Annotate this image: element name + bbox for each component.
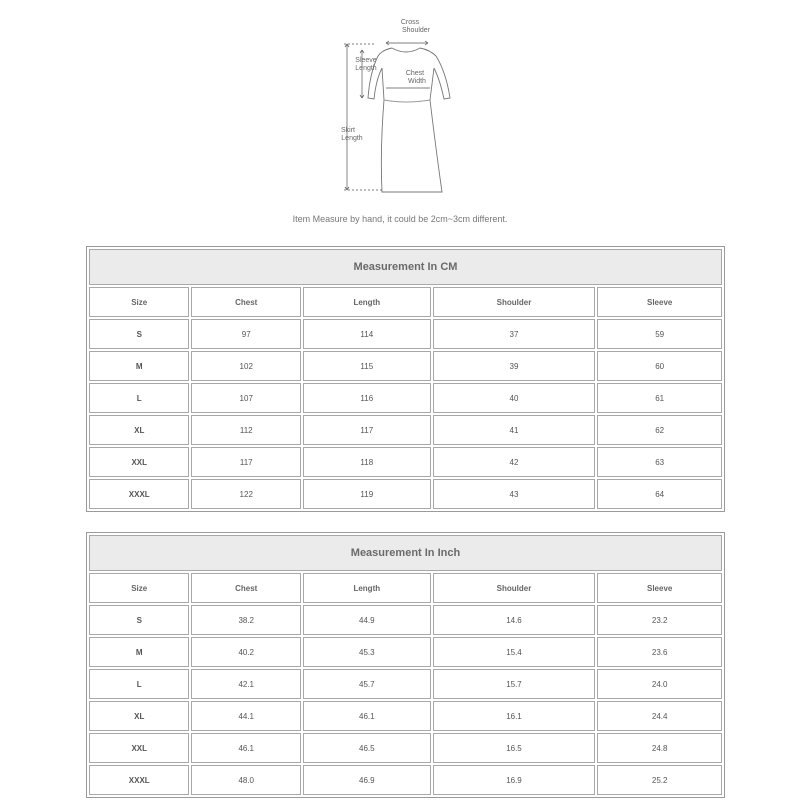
table-cell-size: XXXL [89, 765, 189, 795]
table-cell-sleeve: 62 [597, 415, 722, 445]
table-header-row [89, 287, 722, 317]
table-cell-chest: 122 [191, 479, 301, 509]
table-cell-size: L [89, 669, 189, 699]
table-row [89, 479, 722, 509]
table-cell-chest: 38.2 [191, 605, 301, 635]
table-cell-length: 116 [303, 383, 431, 413]
table-cell-chest: 40.2 [191, 637, 301, 667]
table-cell-chest: 46.1 [191, 733, 301, 763]
table-cell-sleeve: 24.8 [597, 733, 722, 763]
table-row [89, 765, 722, 795]
table-header-row [89, 573, 722, 603]
table-cell-length: 45.7 [303, 669, 431, 699]
table-row [89, 447, 722, 477]
chest-width-label-2: Width [408, 78, 426, 85]
table-cell-sleeve: 60 [597, 351, 722, 381]
dress-measurement-diagram [320, 10, 490, 200]
table-cell-size: XXL [89, 447, 189, 477]
size-table-inch [86, 532, 725, 798]
table-cell-shoulder: 43 [433, 479, 596, 509]
table-row [89, 383, 722, 413]
table-cell-size: S [89, 605, 189, 635]
table-row [89, 605, 722, 635]
table-cell-shoulder: 14.6 [433, 605, 596, 635]
table-cell-size: XL [89, 701, 189, 731]
measurement-note: Item Measure by hand, it could be 2cm~3cm different. [292, 214, 508, 224]
column-header-sleeve: Sleeve [597, 287, 722, 317]
table-cell-size: S [89, 319, 189, 349]
column-header-length: Length [303, 287, 431, 317]
table-cell-sleeve: 64 [597, 479, 722, 509]
cross-shoulder-label-1: Cross [400, 19, 420, 26]
table-cell-chest: 117 [191, 447, 301, 477]
table-cell-sleeve: 23.6 [597, 637, 722, 667]
sleeve-length-label-2: Length [355, 65, 377, 72]
column-header-length: Length [303, 573, 431, 603]
column-header-chest: Chest [191, 287, 301, 317]
table-cell-length: 115 [303, 351, 431, 381]
table-cell-chest: 48.0 [191, 765, 301, 795]
table-cell-shoulder: 15.7 [433, 669, 596, 699]
table-cell-length: 114 [303, 319, 431, 349]
column-header-chest: Chest [191, 573, 301, 603]
table-cell-shoulder: 16.5 [433, 733, 596, 763]
table-cell-sleeve: 23.2 [597, 605, 722, 635]
table-cell-sleeve: 24.0 [597, 669, 722, 699]
table-title: Measurement In Inch [89, 535, 722, 571]
table-cell-shoulder: 39 [433, 351, 596, 381]
column-header-size: Size [89, 287, 189, 317]
table-row [89, 701, 722, 731]
column-header-size: Size [89, 573, 189, 603]
table-cell-length: 45.3 [303, 637, 431, 667]
table-cell-chest: 97 [191, 319, 301, 349]
table-cell-shoulder: 16.9 [433, 765, 596, 795]
chest-width-label-1: Chest [405, 70, 425, 77]
table-cell-sleeve: 25.2 [597, 765, 722, 795]
table-cell-size: XL [89, 415, 189, 445]
table-cell-shoulder: 41 [433, 415, 596, 445]
table-cell-chest: 102 [191, 351, 301, 381]
table-cell-sleeve: 61 [597, 383, 722, 413]
cross-shoulder-label-2: Shoulder [401, 27, 431, 34]
table-cell-shoulder: 42 [433, 447, 596, 477]
table-cell-shoulder: 37 [433, 319, 596, 349]
skirt-length-label-1: Skirt [341, 127, 355, 134]
column-header-sleeve: Sleeve [597, 573, 722, 603]
table-cell-shoulder: 16.1 [433, 701, 596, 731]
table-cell-chest: 107 [191, 383, 301, 413]
column-header-shoulder: Shoulder [433, 573, 596, 603]
table-cell-size: M [89, 351, 189, 381]
size-table-cm [86, 246, 725, 512]
table-row [89, 669, 722, 699]
table-cell-chest: 42.1 [191, 669, 301, 699]
cross-shoulder-arrow [386, 41, 428, 45]
table-cell-length: 46.1 [303, 701, 431, 731]
table-cell-length: 44.9 [303, 605, 431, 635]
table-cell-shoulder: 15.4 [433, 637, 596, 667]
table-row [89, 415, 722, 445]
table-cell-length: 46.9 [303, 765, 431, 795]
table-cell-sleeve: 24.4 [597, 701, 722, 731]
table-cell-size: L [89, 383, 189, 413]
table-row [89, 319, 722, 349]
table-cell-size: XXL [89, 733, 189, 763]
column-header-shoulder: Shoulder [433, 287, 596, 317]
dress-sketch [320, 10, 490, 200]
table-row [89, 351, 722, 381]
table-cell-size: XXXL [89, 479, 189, 509]
table-cell-size: M [89, 637, 189, 667]
table-cell-length: 117 [303, 415, 431, 445]
table-cell-sleeve: 59 [597, 319, 722, 349]
table-row [89, 733, 722, 763]
table-title-row [89, 535, 722, 571]
table-cell-chest: 112 [191, 415, 301, 445]
table-cell-sleeve: 63 [597, 447, 722, 477]
table-cell-length: 46.5 [303, 733, 431, 763]
table-cell-length: 118 [303, 447, 431, 477]
table-title-row [89, 249, 722, 285]
skirt-length-label-2: Length [341, 135, 363, 142]
table-cell-chest: 44.1 [191, 701, 301, 731]
table-cell-shoulder: 40 [433, 383, 596, 413]
table-title: Measurement In CM [89, 249, 722, 285]
table-cell-length: 119 [303, 479, 431, 509]
table-row [89, 637, 722, 667]
sleeve-length-label-1: Sleeve [355, 57, 377, 64]
